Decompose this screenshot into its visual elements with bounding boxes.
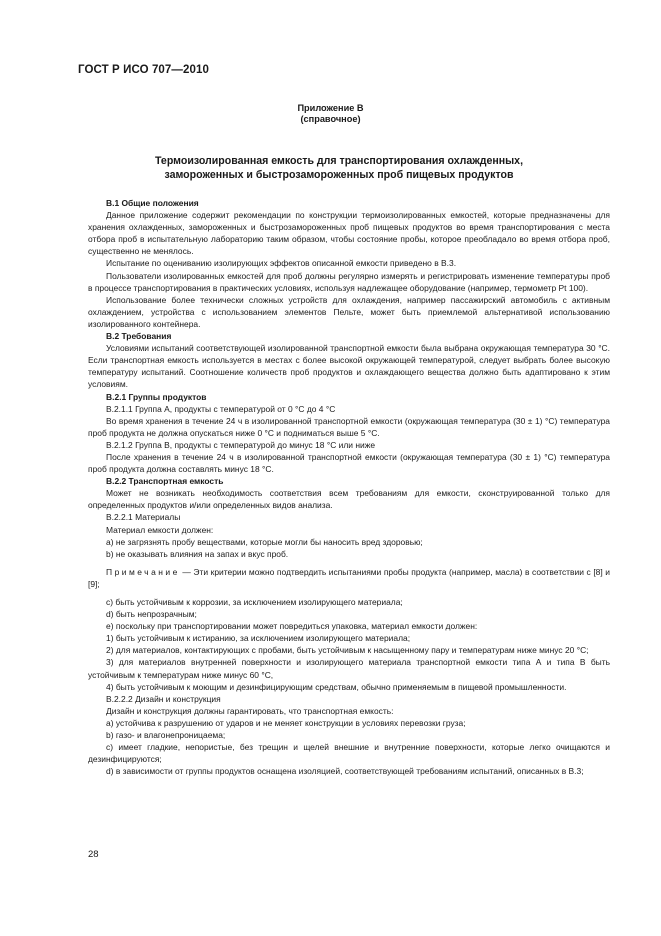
list-item: d) в зависимости от группы продуктов оснащена изоляцией, соответствующей требованиям испытаний, описанных в В.3; bbox=[106, 766, 584, 777]
paragraph: В.2.2.2 Дизайн и конструкция bbox=[106, 693, 221, 704]
list-item: 1) быть устойчивым к истиранию, за исключением изолирующего материала; bbox=[106, 633, 411, 644]
note-text: — Эти критерии можно подтвердить испытаниями пробы продукта (например, масла) в соответствии с [8] и [9]; bbox=[88, 566, 610, 589]
paragraph: Условиями испытаний соответствующей изолированной транспортной емкости была выбрана окружающая температура 30 °С. Если транспортная емкость используется в местах с более высокой окружающей температурой, следует выбрать более высокую температуру испытаний. Соотношение количеств проб продуктов и охлаждающего вещества должно быть адаптировано к этим условиям. bbox=[88, 343, 610, 390]
paragraph: Дизайн и конструкция должны гарантировать, что транспортная емкость: bbox=[106, 705, 394, 716]
document-title bbox=[120, 155, 558, 182]
paragraph: В.2.1.1 Группа А, продукты с температурой от 0 °С до 4 °С bbox=[106, 403, 336, 414]
list-item: 4) быть устойчивым к моющим и дезинфицирующим средствам, обычно применяемым в пищевой промышленности. bbox=[106, 681, 567, 692]
list-item: а) не загрязнять пробу веществами, которые могли бы наносить вред здоровью; bbox=[106, 536, 423, 547]
list-item: b) газо- и влагонепроницаема; bbox=[106, 730, 226, 741]
paragraph: Во время хранения в течение 24 ч в изолированной транспортной емкости (окружающая температура (30 ± 1) °С) температура проб продукта не должна опускаться ниже 0 °С и подниматься выше 5 °С. bbox=[88, 415, 610, 438]
section-heading-b1: В.1 Общие положения bbox=[106, 198, 199, 208]
appendix-subtitle: (справочное) bbox=[300, 114, 361, 124]
list-item: 3) для материалов внутренней поверхности и изолирующего материала транспортной емкости типа А и типа В быть устойчивым к температурам ниже минус 60 °С, bbox=[88, 657, 610, 680]
paragraph: Использование более технически сложных устройств для охлаждения, например пассажирский автомобиль с активным охлаждением, устройства с использованием элементов Пельте, может быть приемлемой альтернативой использованию изолированного контейнера. bbox=[88, 294, 610, 329]
body-text bbox=[88, 197, 610, 777]
list-item: а) устойчива к разрушению от ударов и не меняет конструкции в условиях перевозки груза; bbox=[106, 717, 466, 728]
list-item: b) не оказывать влияния на запах и вкус проб. bbox=[106, 548, 289, 559]
list-item: c) быть устойчивым к коррозии, за исключением изолирующего материала; bbox=[106, 597, 403, 607]
paragraph: Данное приложение содержит рекомендации по конструкции термоизолированных емкостей, которые предназначены для хранения охлажденных, замороженных и быстрозамороженных проб пищевых продуктов во время транспортирования с места отбора проб в испытательную лабораторию таким образом, чтобы состояние пробы, которое преобладало во время отбора проб, существенно не менялось. bbox=[88, 210, 610, 257]
paragraph: Может не возникать необходимость соответствия всем требованиям для емкости, сконструированной только для определенных продуктов и/или определенных видов анализа. bbox=[88, 488, 610, 511]
document-header: ГОСТ Р ИСО 707—2010 bbox=[78, 64, 210, 76]
list-item: d) быть непрозрачным; bbox=[106, 609, 197, 620]
paragraph: В.2.2.1 Материалы bbox=[106, 512, 181, 523]
appendix-heading bbox=[0, 103, 661, 125]
section-heading-b2: В.2 Требования bbox=[106, 331, 172, 342]
paragraph: Материал емкости должен: bbox=[106, 524, 214, 535]
paragraph: Пользователи изолированных емкостей для проб должны регулярно измерять и регистрировать изменение температуры проб в процессе транспортирования в практических условиях, используя надлежащее оборудование (например, термометр Pt 100). bbox=[88, 270, 610, 293]
page-number: 28 bbox=[88, 849, 99, 860]
list-item: e) поскольку при транспортировании может повредиться упаковка, материал емкости должен: bbox=[106, 621, 478, 632]
list-item: 2) для материалов, контактирующих с пробами, быть устойчивым к насыщенному пару и температурам ниже минус 20 °С; bbox=[106, 645, 589, 656]
paragraph: После хранения в течение 24 ч в изолированной транспортной емкости (окружающая температура (30 ± 1) °С) температура проб продукта должна составлять минус 18 °С. bbox=[88, 451, 610, 475]
note-label: Примечание bbox=[106, 566, 180, 577]
paragraph: В.2.1.2 Группа В, продукты с температурой до минус 18 °С или ниже bbox=[106, 439, 376, 450]
note bbox=[88, 566, 610, 590]
appendix-title: Приложение В bbox=[297, 103, 364, 113]
title-line-2: замороженных и быстрозамороженных проб пищевых продуктов bbox=[164, 168, 514, 181]
section-heading-b21: В.2.1 Группы продуктов bbox=[106, 391, 207, 402]
section-heading-b22: В.2.2 Транспортная емкость bbox=[106, 476, 224, 487]
paragraph: Испытание по оцениванию изолирующих эффектов описанной емкости приведено в В.3. bbox=[106, 258, 457, 269]
title-line-1: Термоизолированная емкость для транспортирования охлажденных, bbox=[154, 155, 524, 167]
list-item: c) имеет гладкие, непористые, без трещин и щелей внешние и внутренние поверхности, которые легко очищаются и дезинфицируются; bbox=[88, 742, 610, 765]
